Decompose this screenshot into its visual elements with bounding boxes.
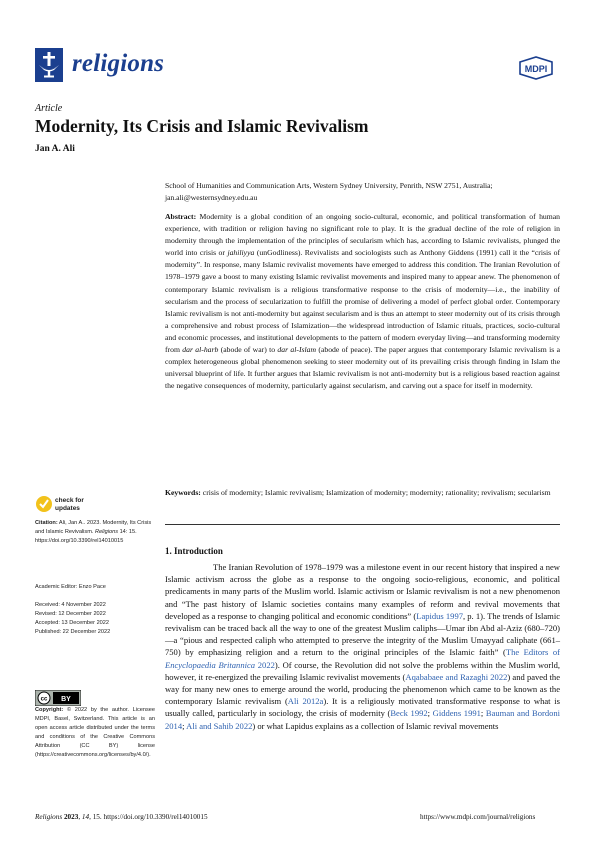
abstract-text: Modernity is a global condition of an ongoing socio-cultural, economic, and political transformation of human experience, with tradition or religion having no significant role to play. It is the gradual decline of the role of religion in modernity through the implementation of the principles of secularism which has, according to Islamic revivalists, plunged the world into crisis or — [165, 212, 560, 258]
article-title: Modernity, Its Crisis and Islamic Revivalism — [35, 116, 369, 136]
chalice-cross-icon — [35, 48, 63, 82]
keywords-text: crisis of modernity; Islamic revivalism; Islamization of modernity; modernity; rationality; revivalism; secularism — [200, 488, 551, 497]
ref-part: The Editors of — [505, 647, 560, 658]
footer-url[interactable]: https://www.mdpi.com/journal/religions — [420, 813, 536, 821]
cc-label: cc — [40, 696, 48, 703]
keywords — [165, 487, 560, 499]
ref-link[interactable]: Bauman and Bordoni 2014 — [165, 708, 561, 731]
journal-logo — [35, 48, 63, 82]
intro-paragraph — [165, 561, 560, 732]
check-for-updates-badge[interactable] — [35, 493, 95, 515]
ref-link[interactable]: Lapidus 1997 — [416, 610, 463, 621]
body-text: ). It is a religiously motivated transformative response to what is usually called, particularly in sociology, the crisis of modernity ( — [165, 696, 560, 719]
ref-link[interactable]: Ali and Sahib 2022 — [186, 720, 253, 731]
copyright — [35, 706, 155, 760]
separator: ; — [427, 708, 433, 719]
date-accepted: Accepted: 13 December 2022 — [35, 620, 110, 626]
body-text: ). Of course, the Revolution did not solve the problems within the Muslim world, however, it re-energized the prevailing Islamic revivalist movements ( — [165, 659, 561, 682]
separator: ; — [182, 720, 187, 731]
by-label: BY — [61, 696, 71, 703]
abstract-term: dar al-harb — [182, 345, 219, 355]
keywords-label: Keywords: — [165, 488, 201, 497]
body-text: ) and paved the way for many new ones to emerge around the world, producing the phenomenon which came to be known as the contemporary Islamic revivalism ( — [165, 671, 560, 707]
affiliation-text: School of Humanities and Communication Arts, Western Sydney University, Penrith, NSW 2751, Australia; — [165, 181, 493, 190]
check-updates-line2: updates — [55, 505, 80, 512]
abstract-text: (unGodliness). Revivalists and sociologists such as Anthony Giddens (1991) call it the “crisis of modernity”. In response, many Islamic revivalist movements have emerged to address this condition. The Iranian Revolution of 1978–1979 gave a boost to many existing Islamic revivalist movements and inspired many to appear anew. The phenomenon of contemporary Islamic revivalism is a religious transformative response to the crisis of modernity—i.e., the inability of secularism and the process of secularization to fulfill the promise of delivering a model of perfect global order. Contemporary Islamic revivalism is not anti-modernity but against secularism and is thus an attempt to steer modernity out of its crisis through a comprehensive and robust process of Islamization—the widespread introduction of Islamic rituals, practices, socio-cultural and economic processes, and institutional developments to the pattern of modern everyday living—and transforming modernity from — [165, 248, 561, 355]
body-text: ) or what Lapidus explains as a collection of Islamic revival movements — [252, 720, 499, 731]
citation-label: Citation: — [35, 520, 58, 526]
academic-editor: Academic Editor: Enzo Pace — [35, 584, 106, 590]
abstract-label: Abstract: — [165, 212, 197, 221]
ref-part: Encyclopaedia Britannica — [165, 659, 256, 670]
body-text: The Iranian Revolution of 1978–1979 was a milestone event in our recent history that inspired a new Islamic activism across the globe as a response to the ongoing socio-religious, economic, and political predicaments in many parts of the Muslim world. Islamic activism or Islamic revivalism is not a new phenomenon and “The past history of Islamic societies contains many examples of reform and revival movements that developed as a response to changing political and economic conditions” ( — [165, 562, 560, 621]
date-received: Received: 4 November 2022 — [35, 602, 106, 608]
citation — [35, 519, 155, 546]
section-heading: 1. Introduction — [165, 546, 223, 556]
copyright-text: © 2022 by the author. Licensee MDPI, Basel, Switzerland. This article is an open access article distributed under the terms and conditions of the Creative Commons Attribution (CC BY) license (https://creativecommons.org/licenses/by/4.0/). — [35, 707, 155, 758]
separator: ; — [480, 708, 486, 719]
abstract-text: (abode of war) to — [218, 345, 278, 355]
intro-body — [165, 561, 560, 732]
divider — [165, 524, 560, 525]
check-updates-line1: check for — [55, 497, 84, 504]
mdpi-logo-text: MDPI — [524, 64, 548, 74]
footer-citation: Religions 2023, 14, 15. https://doi.org/10.3390/rel14010015 — [35, 813, 208, 821]
footer-journal: Religions — [35, 813, 63, 821]
abstract-term: dar al-Islam — [277, 345, 317, 355]
affiliation — [165, 180, 560, 203]
ref-link[interactable]: Ali 2012a — [287, 696, 324, 707]
ref-link[interactable]: Giddens 1991 — [432, 708, 481, 719]
date-published: Published: 22 December 2022 — [35, 629, 111, 635]
abstract-text: (abode of peace). The paper argues that contemporary Islamic revivalism is a complex heterogeneous global phenomenon seeking to steer modernity out of its prevailing crisis through finding in Islam the universal blueprint of life. It further argues that Islamic revivalism is not anti-modernity but is a religious based reaction against the negative consequences of modernity, particularly against secularism, and carving out a space for itself in modernity. — [165, 345, 560, 391]
article-type: Article — [35, 103, 63, 114]
citation-text: Ali, Jan A.. 2023. Modernity, Its Crisis and Islamic Revivalism. — [35, 520, 152, 535]
dates — [35, 601, 155, 637]
ref-link[interactable]: Aqababaee and Razaghi 2022 — [405, 671, 508, 682]
footer-doi[interactable]: , 15. https://doi.org/10.3390/rel14010015 — [89, 813, 208, 821]
abstract — [165, 211, 560, 392]
author-name: Jan A. Ali — [35, 144, 75, 154]
body-text: , p. 1). The trends of Islamic revivalism can be traced back all the way to one of the greatest Muslim caliphs—Umar ibn Abd al-Aziz (680–720)—a “pious and respected caliph who attempted to preserve the integrity of the Muslim Umayyad caliphate (661–750) by emphasizing religion and a return to the original principles of the Islamic faith” ( — [165, 610, 560, 658]
journal-name: religions — [72, 50, 165, 77]
citation-doi[interactable]: 14: 15. https://doi.org/10.3390/rel14010015 — [35, 529, 137, 544]
date-revised: Revised: 12 December 2022 — [35, 611, 106, 617]
copyright-label: Copyright: — [35, 707, 64, 713]
author-email[interactable]: jan.ali@westernsydney.edu.au — [165, 192, 258, 202]
citation-journal: Religions — [95, 529, 119, 535]
footer-year: 2023 — [63, 813, 79, 821]
abstract-term: jahiliyya — [227, 248, 255, 258]
ref-part: 2022 — [255, 659, 275, 670]
footer-volume: 14 — [81, 813, 90, 821]
ref-link[interactable]: Beck 1992 — [390, 708, 428, 719]
mdpi-logo — [516, 56, 556, 80]
